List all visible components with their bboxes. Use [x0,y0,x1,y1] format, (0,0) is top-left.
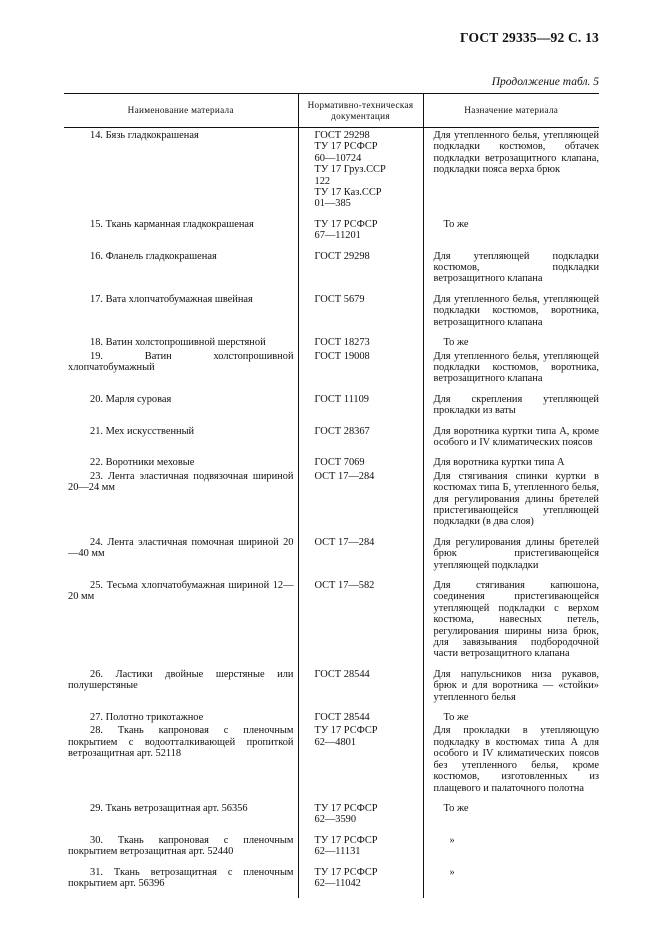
table-row [64,580,599,669]
table-row [64,294,599,337]
purpose-cell: Для напульсников низа рукавов, брюк и для воротника — «стойки» утепленного белья [423,669,599,712]
material-name-cell: 23. Лента эластичная подвязочная шириной 20—24 мм [68,470,294,494]
documentation-cell: ГОСТ 29298 [298,251,423,294]
documentation-cell: ГОСТ 5679 [298,294,423,337]
documentation-cell: ГОСТ 7069 [298,457,423,470]
table-row [64,471,599,537]
table-row [64,803,599,835]
purpose-cell [423,712,599,725]
table-row [64,725,599,802]
documentation-cell: ГОСТ 11109 [298,394,423,426]
table-row [64,337,599,350]
material-name-cell: 14. Бязь гладкокрашеная [90,130,199,141]
table-row [64,712,599,725]
purpose-text: То же [443,337,469,349]
table-row [64,457,599,470]
material-name-cell: 21. Мех искусственный [90,425,195,437]
table-row [64,867,599,899]
materials-table [64,93,599,898]
material-name-cell: 29. Ткань ветрозащитная арт. 56356 [90,802,248,814]
column-header-material-name: Наименование материала [64,94,298,128]
purpose-cell: Для воротника куртки типа А, кроме особого и IV климатических поясов [423,426,599,458]
table-row [64,835,599,867]
material-name-cell: 15. Ткань карманная гладкокрашеная [90,218,254,230]
documentation-cell: ТУ 17 РСФСР 62—11042 [298,867,423,899]
documentation-cell: ГОСТ 28544 [298,712,423,725]
table-header-row [64,94,599,128]
material-name-cell: 20. Марля суровая [90,393,172,405]
purpose-cell: Для регулирования длины бретелей брюк пристегивающейся утепляющей подкладки [423,537,599,580]
column-header-documentation: Нормативно-техническая документация [298,94,423,128]
table-row [64,669,599,712]
table-continuation-label: Продолжение табл. 5 [491,76,599,88]
documentation-cell: ГОСТ 18273 [298,337,423,350]
documentation-cell: ОСТ 17—284 [298,537,423,580]
material-name-cell: 16. Фланель гладкокрашеная [90,250,217,262]
table-row [64,351,599,394]
documentation-cell: ТУ 17 РСФСР 67—11201 [298,219,423,251]
documentation-cell: ТУ 17 РСФСР 62—11131 [298,835,423,867]
materials-table-container [64,93,599,898]
purpose-cell: Для прокладки в утепляющую подкладку в костюмах типа А для особого и IV климатических поясов без утепленного белья, кроме костюмов, изготовленных из плащевого и палаточного полотна [423,725,599,802]
material-name-cell: 18. Ватин холстопрошивной шерстяной [90,337,266,349]
purpose-cell: Для утепленного белья, утепляющей подкладки костюмов, воротника, ветрозащитного клапана [423,294,599,337]
documentation-cell: ГОСТ 29298 ТУ 17 РСФСР 60—10724 ТУ 17 Груз.ССР 122 ТУ 17 Каз.ССР 01—385 [298,128,423,219]
purpose-cell [423,337,599,350]
page-header-title: ГОСТ 29335—92 С. 13 [460,30,599,45]
documentation-cell: ГОСТ 28544 [298,669,423,712]
column-header-purpose: Назначение материала [423,94,599,128]
material-name-cell: 30. Ткань капроновая с пленочным покрытием ветрозащитная арт. 52440 [68,834,294,858]
purpose-text: То же [443,802,469,814]
documentation-cell: ГОСТ 28367 [298,426,423,458]
material-name-cell: 31. Ткань ветрозащитная с пленочным покрытием арт. 56396 [68,866,294,889]
material-name-cell: 22. Воротники меховые [90,457,195,469]
documentation-cell: ГОСТ 19008 [298,351,423,394]
purpose-text: То же [443,218,469,230]
purpose-cell: Для утепляющей подкладки костюмов, подкладки ветрозащитного клапана [423,251,599,294]
material-name-cell: 26. Ластики двойные шерстяные или полушерстяные [68,668,294,692]
purpose-cell [423,219,599,251]
material-name-cell: 17. Вата хлопчатобумажная швейная [90,293,253,305]
purpose-cell: Для воротника куртки типа А [423,457,599,470]
material-name-cell: 24. Лента эластичная помочная шириной 20—40 мм [68,536,294,560]
purpose-cell: Для стягивания капюшона, соединения пристегивающейся утепляющей подкладки с верхом костюма, навесных петель, регулирования ширины низа брюк, для завязывания подбородочной части ветрозащитного клапана [423,580,599,669]
purpose-cell: Для стягивания спинки куртки в костюмах типа Б, утепленного белья, для регулирования длины бретелей пристегивающейся утепляющей подкладки (в два слоя) [423,471,599,537]
table-row [64,394,599,426]
table-row [64,251,599,294]
purpose-cell [423,803,599,835]
purpose-ditto-mark: » [449,834,455,846]
table-row [64,219,599,251]
purpose-text: То же [443,712,469,724]
purpose-cell: Для утепленного белья, утепляющей подкладки костюмов, обтачек подкладки ветрозащитного клапана, подкладки пояса верха брюк [423,128,599,219]
documentation-cell: ТУ 17 РСФСР 62—4801 [298,725,423,802]
table-row [64,128,599,219]
purpose-cell: Для утепленного белья, утепляющей подкладки костюмов, воротника, ветрозащитного клапана [423,351,599,394]
table-row [64,537,599,580]
purpose-cell [423,835,599,867]
material-name-cell: 19. Ватин холстопрошивной хлопчатобумажный [68,350,294,373]
material-name-cell: 25. Тесьма хлопчатобумажная шириной 12—20 мм [68,580,294,603]
documentation-cell: ТУ 17 РСФСР 62—3590 [298,803,423,835]
purpose-cell [423,867,599,899]
material-name-cell: 27. Полотно трикотажное [90,712,204,724]
purpose-ditto-mark: » [449,866,455,878]
table-row [64,426,599,458]
purpose-cell: Для скрепления утепляющей прокладки из ваты [423,394,599,426]
documentation-cell: ОСТ 17—284 [298,471,423,537]
documentation-cell: ОСТ 17—582 [298,580,423,669]
material-name-cell: 28. Ткань капроновая с пленочным покрытием с водоотталкивающей пропиткой ветрозащитная арт. 52118 [68,725,294,760]
